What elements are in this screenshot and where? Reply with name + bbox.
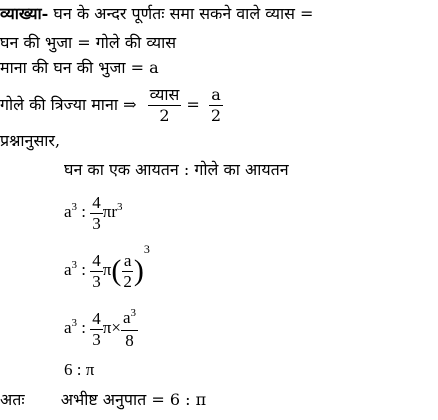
step2-outer-power: 3: [143, 242, 150, 256]
step2-inner-num: a: [123, 250, 132, 270]
step1-fraction: [90, 193, 103, 234]
step2-pi: π: [102, 260, 112, 279]
step3-a-cube-fraction: [121, 308, 138, 351]
explanation-text: घन के अन्दर पूर्णतः समा सकने वाले व्यास =: [53, 4, 314, 23]
step2-left-paren: (: [111, 254, 122, 288]
step2-inner-den: 2: [123, 271, 132, 291]
radius-line: [0, 84, 223, 126]
step3-frac-num: a: [122, 307, 131, 327]
step2-power: 3: [71, 259, 78, 271]
step3-fraction: [90, 309, 103, 350]
step3-frac-den: 8: [125, 330, 134, 350]
radius-frac2-den: 2: [210, 106, 222, 125]
step2-num: 4: [92, 250, 101, 270]
step1-num: 4: [92, 192, 101, 212]
ratio-statement: घन का एक आयतन : गोले का आयतन: [64, 160, 289, 179]
ratio-step-2: [64, 242, 150, 297]
step2-a: a: [64, 260, 72, 279]
step1-colon: :: [81, 202, 87, 221]
explanation-label: व्याख्या-: [0, 4, 49, 23]
explanation-line-3: माना की घन की भुजा = a: [0, 58, 159, 77]
step3-pi-times: π×: [102, 318, 121, 337]
explanation-line-1: [0, 4, 313, 24]
radius-frac1-den: 2: [159, 106, 170, 125]
step3-num: 4: [92, 308, 101, 328]
step2-den: 3: [92, 271, 101, 291]
step3-frac-power: 3: [130, 306, 136, 319]
step1-r-power: 3: [117, 201, 123, 213]
therefore-label: अतः: [0, 390, 25, 409]
step1-pi-r: πr: [102, 202, 118, 221]
step1-power: 3: [71, 201, 78, 213]
final-answer: अभीष्ट अनुपात = 6 : π: [60, 390, 207, 409]
step1-a: a: [64, 202, 72, 221]
final-answer-line: [0, 390, 206, 410]
step2-inner-fraction: [121, 251, 134, 292]
step2-right-paren: ): [133, 254, 144, 288]
radius-fraction-1: [148, 85, 182, 126]
ratio-step-1: [64, 190, 123, 236]
radius-equals: =: [186, 95, 200, 114]
radius-frac2-num: a: [211, 85, 221, 104]
step1-den: 3: [92, 213, 101, 233]
step2-fraction: [90, 251, 103, 292]
radius-frac1-num: व्यास: [149, 85, 180, 104]
ratio-step-3: [64, 305, 138, 353]
step2-colon: :: [81, 260, 87, 279]
explanation-line-2: घन की भुजा = गोले की व्यास: [0, 33, 177, 52]
step3-a: a: [64, 318, 72, 337]
radius-text: गोले की त्रिज्या माना ⇒: [0, 95, 137, 114]
ratio-result: 6 : π: [64, 360, 95, 379]
step3-den: 3: [92, 329, 101, 349]
step3-colon: :: [81, 318, 87, 337]
radius-fraction-2: [209, 85, 223, 126]
according-to-question: प्रश्नानुसार,: [0, 131, 61, 150]
step3-power: 3: [71, 317, 78, 329]
